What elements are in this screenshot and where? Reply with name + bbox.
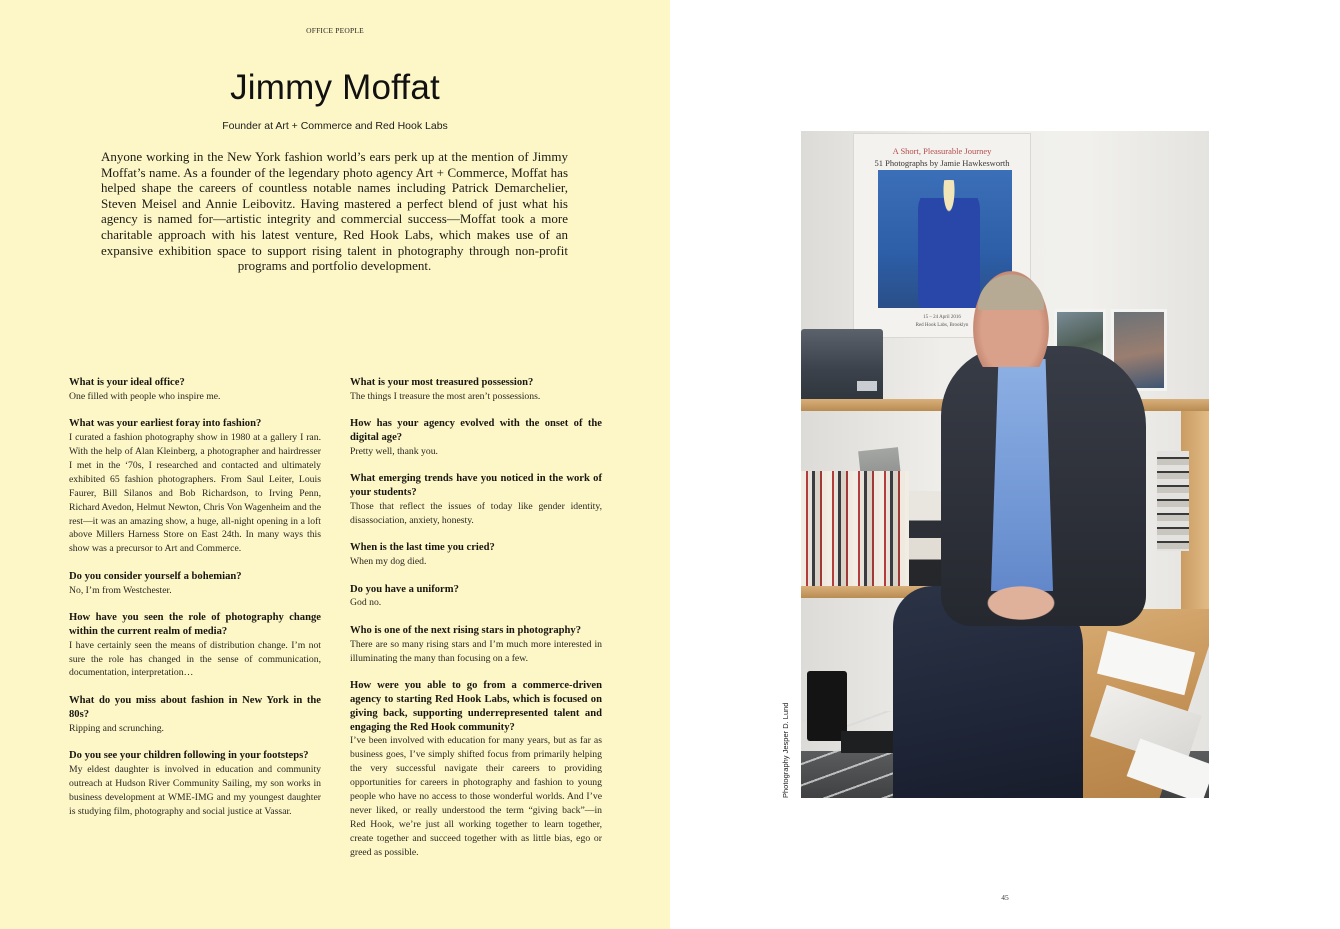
poster-subtitle: 51 Photographs by Jamie Hawkesworth: [874, 158, 1010, 168]
decorative-box: [1157, 451, 1189, 551]
fax-display: [857, 381, 877, 391]
qa-answer: There are so many rising stars and I’m much more interested in illuminating the many than focusing on a few.: [350, 638, 602, 664]
article-subtitle: Founder at Art + Commerce and Red Hook Labs: [222, 120, 448, 132]
poster-date-text: 15 – 24 April 2016: [923, 315, 961, 320]
qa-item: [350, 472, 602, 528]
qa-answer: My eldest daughter is involved in education and community outreach at Hudson River Community Sailing, my son works in business development at WME-IMG and my youngest daughter is studying film, photography and social justice at Vassar.: [69, 763, 321, 817]
electronic-device: [841, 731, 893, 753]
qa-answer: Ripping and scrunching.: [69, 722, 164, 734]
qa-question: What is your ideal office?: [69, 377, 185, 388]
qa-question: How has your agency evolved with the onset of the digital age?: [350, 418, 602, 444]
article-title: Jimmy Moffat: [230, 68, 440, 107]
qa-item: [350, 417, 602, 459]
qa-question: How were you able to go from a commerce-driven agency to starting Red Hook Labs, which is focused on giving back, supporting underrepresented talent and engaging the Red Hook community?: [350, 679, 602, 733]
qa-item: [69, 749, 321, 819]
qa-answer: No, I’m from Westchester.: [69, 584, 172, 596]
qa-column-right: [350, 376, 602, 873]
qa-question: What is your most treasured possession?: [350, 377, 534, 388]
qa-question: Do you see your children following in your footsteps?: [69, 749, 309, 761]
qa-answer: Pretty well, thank you.: [350, 446, 438, 458]
qa-item: [69, 417, 321, 556]
fax-machine: [801, 329, 883, 403]
intro-paragraph: Anyone working in the New York fashion world’s ears perk up at the mention of Jimmy Moffat’s name. As a founder of the legendary photo agency Art + Commerce, Moffat has helped shape the careers of countless notable names including Patrick Demarchelier, Steven Meisel and Annie Leibovitz. Having mastered a perfect blend of just what his agency is named for—artistic integrity and commercial success—Moffat took a more charitable approach with his latest venture, Red Hook Labs, which makes use of an expansive exhibition space to support rising talent in photography through non-profit programs and portfolio development.: [101, 149, 568, 274]
poster-title: A Short, Pleasurable Journey: [892, 146, 992, 156]
qa-item: [350, 583, 602, 611]
qa-answer: I’ve been involved with education for many years, but as far as business goes, I’ve simply shifted focus from primarily helping the very successful navigate their careers to providing opportunities for careers in photography and fashion to young people who have no access to those wonderful worlds. And I’ve never liked, or really understood the term “giving back”—in Red Hook, we’re just all working together to learn together, create together and succeed together with as little bias, ego or greed as possible.: [350, 735, 602, 858]
qa-question: Do you have a uniform?: [350, 583, 459, 595]
qa-column-left: [69, 376, 321, 832]
qa-question: When is the last time you cried?: [350, 542, 495, 554]
qa-answer: Those that reflect the issues of today like gender identity, disassociation, anxiety, honesty.: [350, 501, 602, 527]
qa-answer: God no.: [350, 597, 382, 609]
qa-answer: One filled with people who inspire me.: [69, 390, 221, 402]
book-row: [801, 471, 909, 589]
qa-question: Who is one of the next rising stars in photography?: [350, 624, 582, 636]
qa-item: [69, 376, 321, 404]
qa-answer: The things I treasure the most aren’t possessions.: [350, 390, 541, 402]
qa-question: What do you miss about fashion in New York in the 80s?: [69, 694, 321, 720]
person-hair: [969, 266, 1053, 310]
qa-item: [350, 624, 602, 666]
portrait-photo: [801, 131, 1209, 798]
qa-item: [350, 541, 602, 569]
person-shirt: [991, 359, 1053, 591]
page-number: 45: [1001, 893, 1009, 902]
section-label: OFFICE PEOPLE: [306, 26, 364, 35]
person-hands: [973, 579, 1069, 627]
qa-question: What emerging trends have you noticed in the work of your students?: [350, 473, 602, 499]
qa-answer: I have certainly seen the means of distribution change. I’m not sure the role has changed in the sense of communication, documentation, interpretation…: [69, 639, 321, 679]
qa-answer: I curated a fashion photography show in 1980 at a gallery I ran. With the help of Alan Kleinberg, a photographer and hairdresser I met in the ‘70s, I researched and contacted and ultimately exhibited 65 fashion photographers. From Saul Leiter, Louis Faurer, Bill Silanos and Bob Richardson, to Irving Penn, Richard Avedon, Helmut Newton, Chris Von Wagenheim and the rest—it was an amazing show, a huge, all-night opening in a loft above Millers Harness Store on East 24th. In many ways this show was a precursor to Art and Commerce.: [69, 432, 321, 555]
poster-venue-text: Red Hook Labs, Brooklyn: [915, 323, 969, 328]
qa-question: Do you consider yourself a bohemian?: [69, 570, 242, 582]
qa-question: What was your earliest foray into fashion?: [69, 418, 262, 430]
qa-item: [69, 611, 321, 681]
qa-question: How have you seen the role of photography change within the current realm of media?: [69, 611, 321, 637]
qa-item: [69, 570, 321, 598]
qa-item: [350, 679, 602, 860]
qa-item: [69, 694, 321, 736]
photo-credit: Photography Jesper D. Lund: [781, 702, 790, 798]
qa-answer: When my dog died.: [350, 556, 427, 568]
qa-item: [350, 376, 602, 404]
